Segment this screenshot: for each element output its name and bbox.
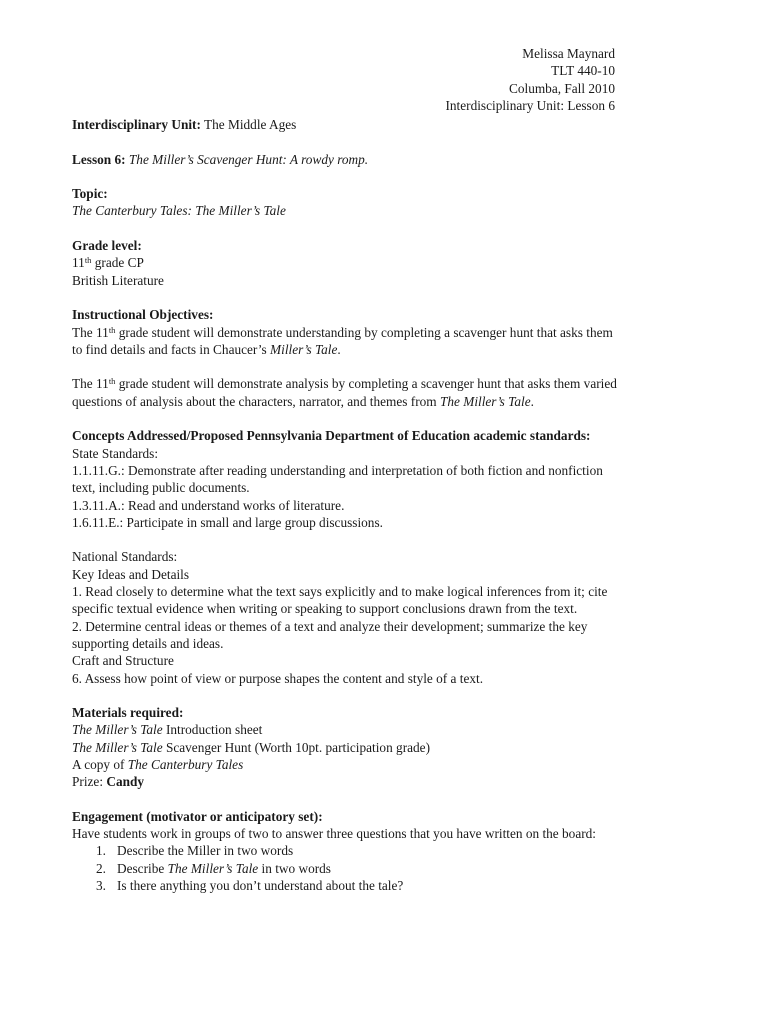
grade-subject: British Literature [72,272,164,288]
state-standards-label: State Standards: [72,445,159,461]
material-item: The Miller’s Tale Scavenger Hunt (Worth 10pt. participation grade) [72,739,431,755]
unit-label: Interdisciplinary Unit: [72,117,201,132]
topic-value: The Canterbury Tales: The Miller’s Tale [72,203,286,219]
lesson-title: The Miller’s Scavenger Hunt: A rowdy romp. [128,151,369,167]
engagement-intro: Have students work in groups of two to answer three questions that you have written on the board: [72,826,597,842]
objective-1-line-2: to find details and facts in Chaucer’s Miller’s Tale. [72,341,341,357]
national-standard-line: Craft and Structure [72,653,174,669]
list-item: 2. Describe The Miller’s Tale in two words [96,860,331,876]
material-item: A copy of The Canterbury Tales [72,756,244,772]
objectives-heading: Instructional Objectives: [72,307,214,323]
concepts-heading: Concepts Addressed/Proposed Pennsylvania Department of Education academic standards: [72,428,591,444]
unit-line [72,116,692,133]
unit-lesson: Interdisciplinary Unit: Lesson 6 [445,97,615,113]
national-standard-line: Key Ideas and Details [72,566,190,582]
document-body [72,116,692,894]
lesson-label: Lesson 6: [72,151,126,167]
engagement-questions [72,842,692,894]
author-name: Melissa Maynard [522,46,615,61]
engagement-heading: Engagement (motivator or anticipatory set): [72,808,323,824]
list-item: 1. Describe the Miller in two words [96,843,294,859]
course-code: TLT 440-10 [551,63,615,79]
national-standard-line: specific textual evidence when writing or speaking to support conclusions drawn from the text. [72,601,578,617]
objective-1-line-1: The 11th grade student will demonstrate understanding by completing a scavenger hunt that asks them [72,324,613,340]
lesson-line [72,151,692,168]
document-header [445,45,615,114]
material-item: Prize: Candy [72,774,145,790]
state-standard-line: 1.6.11.E.: Participate in small and large group discussions. [72,514,383,530]
national-standard-line: 6. Assess how point of view or purpose shapes the content and style of a text. [72,670,484,686]
school-term: Columba, Fall 2010 [508,80,615,96]
material-item: The Miller’s Tale Introduction sheet [72,722,263,738]
objective-2-line-2: questions of analysis about the characters, narrator, and themes from The Miller’s Tale. [72,393,534,409]
national-standard-line: 1. Read closely to determine what the text says explicitly and to make logical inferences from it; cite [72,584,608,600]
state-standard-line: 1.3.11.A.: Read and understand works of literature. [72,497,345,513]
grade-heading: Grade level: [72,238,142,254]
list-item: 3. Is there anything you don’t understand about the tale? [96,878,404,894]
national-standard-line: 2. Determine central ideas or themes of a text and analyze their development; summarize the key [72,618,588,634]
national-standard-line: supporting details and ideas. [72,635,224,651]
state-standard-line: text, including public documents. [72,480,250,496]
objective-2-line-1: The 11th grade student will demonstrate analysis by completing a scavenger hunt that asks them varied [72,376,617,392]
topic-heading: Topic: [72,186,108,202]
national-standards-label: National Standards: [72,549,178,565]
materials-heading: Materials required: [72,705,184,721]
grade-value: 11th grade CP [72,255,144,271]
state-standard-line: 1.1.11.G.: Demonstrate after reading understanding and interpretation of both fiction and nonfiction [72,462,603,478]
unit-value: The Middle Ages [200,117,297,132]
